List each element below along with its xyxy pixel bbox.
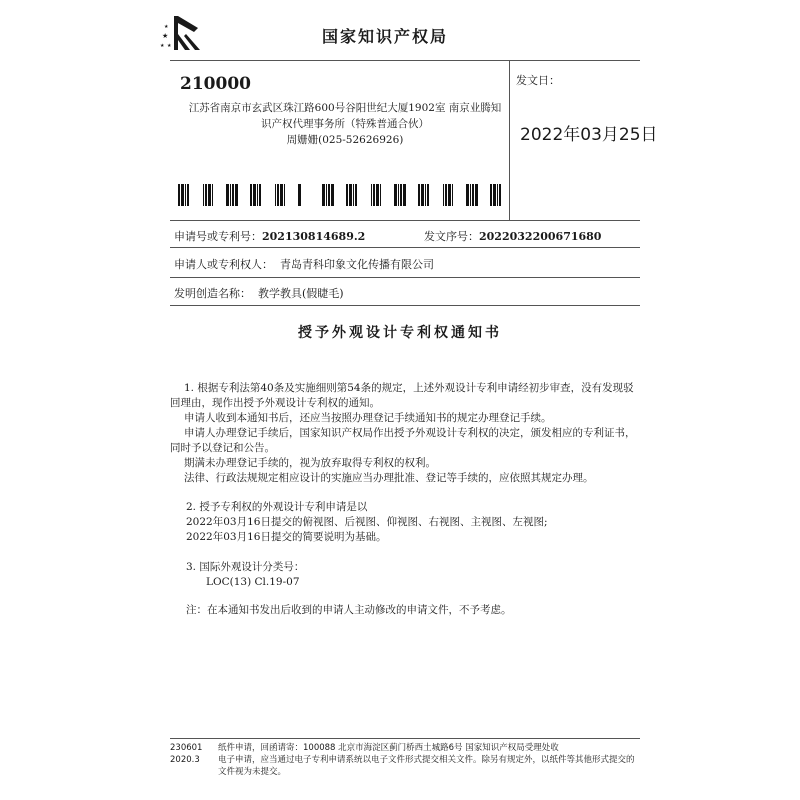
barcode-bar <box>380 184 381 206</box>
barcode-bar <box>475 184 478 206</box>
barcode-bar <box>284 184 285 206</box>
barcode-bar <box>178 184 180 206</box>
address-line: 识产权代理事务所（特殊普通合伙） <box>261 118 429 130</box>
barcode-bar <box>187 184 189 206</box>
barcode-bar <box>452 184 453 206</box>
barcode-bar <box>448 184 451 206</box>
barcode-bar <box>322 184 325 206</box>
barcode-bar <box>205 184 207 206</box>
applicant-name: 青岛青科印象文化传播有限公司 <box>280 258 434 271</box>
barcode-bar <box>466 184 469 206</box>
barcode-bar <box>499 184 501 206</box>
form-version: 2020.3 <box>170 755 200 765</box>
field-rule <box>170 305 640 306</box>
classification-value: LOC(13) Cl.19-07 <box>206 576 300 588</box>
barcode-bar <box>349 184 352 206</box>
barcode-bar <box>373 184 375 206</box>
applicant-label: 申请人或专利权人： <box>174 258 273 271</box>
barcode-bar <box>418 184 420 206</box>
section-1 <box>170 381 640 486</box>
barcode-bar <box>394 184 397 206</box>
classification-label: 3. 国际外观设计分类号： <box>186 561 305 573</box>
section-3 <box>170 560 640 590</box>
application-number-field <box>174 228 365 244</box>
serial-number-label: 发文序号： <box>424 230 479 243</box>
barcode-bar <box>398 184 399 206</box>
cnipa-logo-icon <box>160 14 204 54</box>
barcode-bar <box>212 184 213 206</box>
field-rule <box>170 277 640 278</box>
barcode-bar <box>280 184 283 206</box>
footer-rule <box>170 738 640 739</box>
barcode-bar <box>328 184 330 206</box>
application-number: 202130814689.2 <box>262 230 366 243</box>
barcode-bar <box>277 184 279 206</box>
barcode-bar <box>425 184 426 206</box>
application-number-label: 申请号或专利号： <box>174 230 262 243</box>
barcode-right <box>322 184 502 206</box>
barcode-bar <box>250 184 252 206</box>
barcode-bar <box>470 184 471 206</box>
barcode-bar <box>275 184 276 206</box>
applicant-field <box>174 256 434 272</box>
barcode-bar <box>235 184 238 206</box>
footer-codes <box>170 742 210 766</box>
paragraph: 2022年03月16日提交的俯视图、后视图、仰视图、右视图、主视图、左视图; <box>186 516 548 528</box>
recipient-address <box>180 100 510 148</box>
barcode-bar <box>259 184 261 206</box>
barcode-bar <box>185 184 186 206</box>
barcode-bar <box>253 184 256 206</box>
barcode-bar <box>331 184 334 206</box>
barcode-bar <box>403 184 406 206</box>
barcode-bar <box>353 184 354 206</box>
barcode-bar <box>421 184 424 206</box>
paragraph: 期满未办理登记手续的，视为放弃取得专利权的权利。 <box>184 457 436 469</box>
postcode: 210000 <box>180 74 251 94</box>
barcode-bar <box>355 184 357 206</box>
svg-text:★: ★ <box>160 43 165 49</box>
svg-text:★: ★ <box>162 32 169 40</box>
paragraph: 2022年03月16日提交的简要说明为基础。 <box>186 531 387 543</box>
barcode-bar <box>298 184 301 206</box>
footer-line: 文件视为未提交。 <box>218 767 287 777</box>
footer-line: 纸件申请，回函请寄：100088 北京市海淀区蓟门桥西土城路6号 国家知识产权局受理处收 <box>218 743 559 753</box>
address-line: 江苏省南京市玄武区珠江路600号谷阳世纪大厦1902室 南京业腾知 <box>188 102 502 114</box>
paragraph: 申请人收到本通知书后，还应当按照办理登记手续通知书的规定办理登记手续。 <box>184 412 552 424</box>
field-rule <box>170 220 640 221</box>
barcode-bar <box>490 184 492 206</box>
serial-number: 2022032200671680 <box>479 230 602 243</box>
barcode-bar <box>326 184 327 206</box>
barcode-left <box>172 184 302 206</box>
design-name: 教学教具(假睫毛) <box>258 287 344 300</box>
svg-text:★: ★ <box>164 24 169 30</box>
barcode-bar <box>493 184 496 206</box>
barcode-bar <box>376 184 379 206</box>
paragraph: 法律、行政法规规定相应设计的实施应当办理批准、登记等手续的，应依照其规定办理。 <box>184 472 594 484</box>
barcode-bar <box>427 184 429 206</box>
barcode-bar <box>346 184 348 206</box>
design-name-field <box>174 285 344 301</box>
office-name: 国家知识产权局 <box>322 27 449 46</box>
barcode-bar <box>445 184 447 206</box>
header-rule <box>170 60 640 61</box>
barcode-bar <box>226 184 229 206</box>
form-code: 230601 <box>170 743 203 753</box>
barcode-bar <box>208 184 211 206</box>
footer-line: 电子申请，应当通过电子专利申请系统以电子文件形式提交相关文件。除另有规定外，以纸件等其他形式提交的 <box>218 755 635 765</box>
barcode-bar <box>257 184 258 206</box>
barcode-bar <box>203 184 204 206</box>
date-label: 发文日： <box>516 74 560 87</box>
footer-notes <box>218 742 643 778</box>
barcode-bar <box>230 184 231 206</box>
date-value: 2022年03月25日 <box>520 125 658 145</box>
barcode-bar <box>497 184 498 206</box>
address-line: 周姗姗(025-52626926) <box>286 134 404 146</box>
barcode-bar <box>472 184 474 206</box>
note <box>170 603 640 618</box>
design-name-label: 发明创造名称： <box>174 287 251 300</box>
paragraph: 申请人办理登记手续后，国家知识产权局作出授予外观设计专利权的决定，颁发相应的专利证书，同时予以登记和公告。 <box>170 427 636 454</box>
serial-number-field <box>424 228 601 244</box>
barcode-bar <box>232 184 234 206</box>
barcode-bar <box>400 184 402 206</box>
paragraph: 1. 根据专利法第40条及实施细则第54条的规定，上述外观设计专利申请经初步审查，没有发现驳回理由，现作出授予外观设计专利权的通知。 <box>170 382 634 409</box>
note-text: 注：在本通知书发出后收到的申请人主动修改的申请文件，不予考虑。 <box>186 604 512 616</box>
notice-title: 授予外观设计专利权通知书 <box>298 325 502 341</box>
barcode-bar <box>371 184 372 206</box>
svg-text:★: ★ <box>167 43 172 49</box>
barcode-bar <box>443 184 444 206</box>
field-rule <box>170 247 640 248</box>
paragraph: 2. 授予专利权的外观设计专利申请是以 <box>186 501 368 513</box>
barcode-bar <box>181 184 184 206</box>
section-2 <box>170 500 640 545</box>
